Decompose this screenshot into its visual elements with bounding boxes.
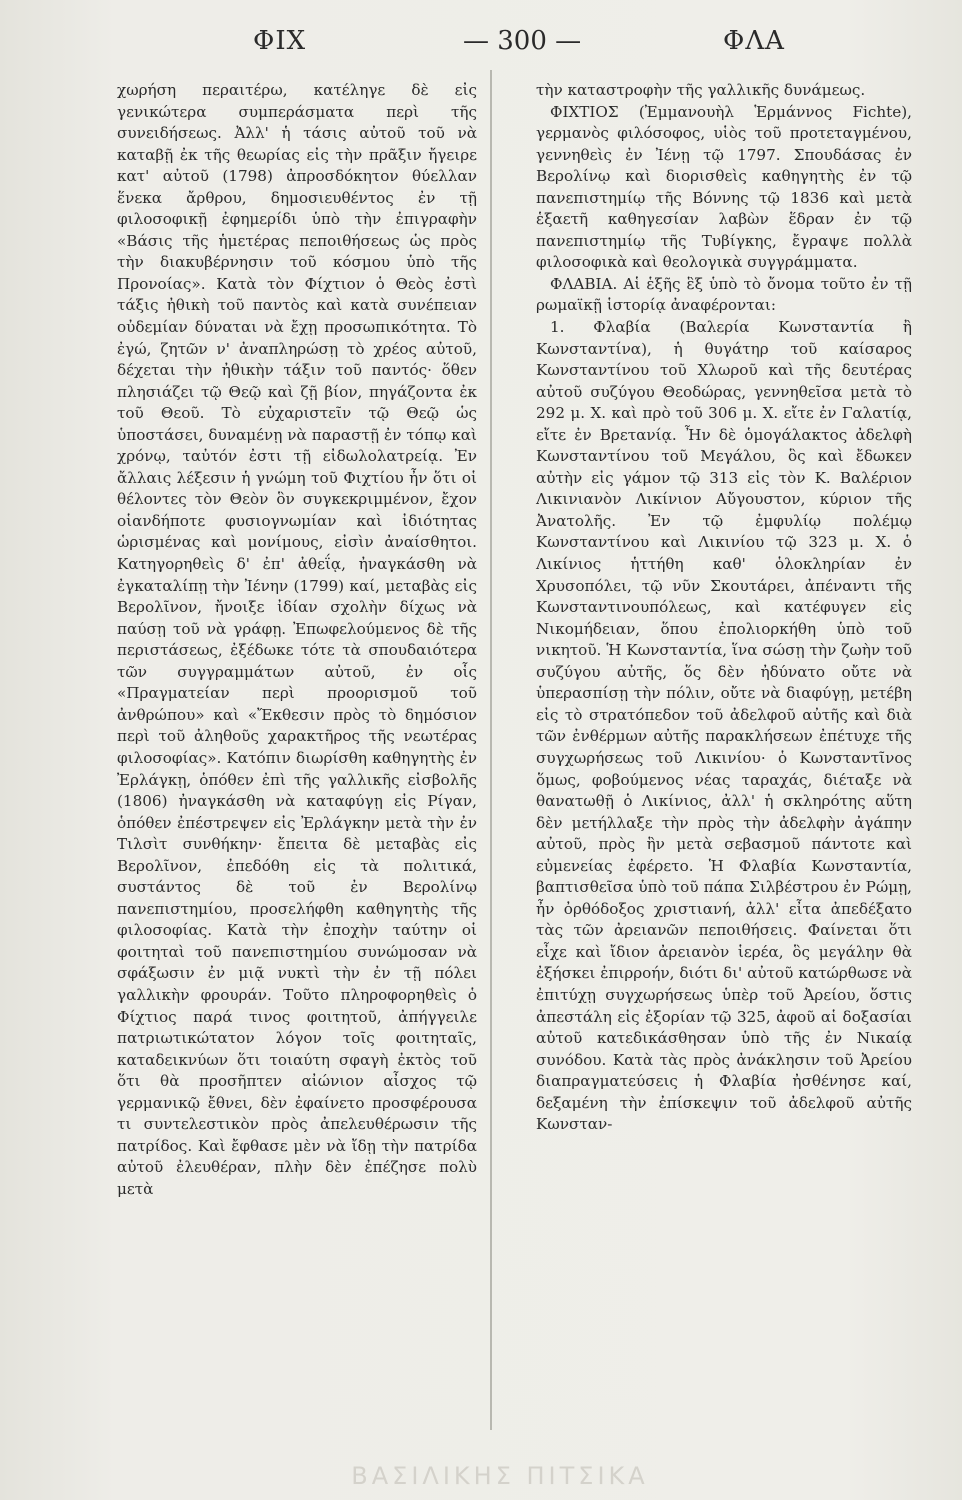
left-column <box>117 80 477 1200</box>
entry-fichtios: ΦΙΧΤΙΟΣ (Ἐμμανουὴλ Ἑρμάννος Fichte), γερμανὸς φιλόσοφος, υἱὸς τοῦ προτεταγμένου, γεννηθεὶς ἐν Ἰένῃ τῷ 1797. Σπουδάσας ἐν Βερολίνῳ καὶ διορισθεὶς καθηγητὴς ἐν τῷ πανεπιστημίῳ τῆς Βόννης τῷ 1836 καὶ μετὰ ἑξαετῆ καθηγεσίαν λαβὼν ἕδραν ἐν τῷ πανεπιστημίῳ τῆς Τυβίγκης, ἔγραψε πολλὰ φιλοσοφικὰ καὶ θεολογικὰ συγγράμματα. <box>536 102 912 272</box>
page-number: — 300 — <box>463 26 582 56</box>
watermark: ΒΑΣΙΛΙΚΗΣ ΠΙΤΣΙΚΑ <box>351 1462 649 1490</box>
entry-flavia-1: 1. Φλαβία (Βαλερία Κωνσταντία ἢ Κωνσταντίνα), ἡ θυγάτηρ τοῦ καίσαρος Κωνσταντίνου τοῦ Χλωροῦ καὶ τῆς δευτέρας αὐτοῦ συζύγου Θεοδώρας, γεννηθεῖσα μετὰ τὸ 292 μ. Χ. καὶ πρὸ τοῦ 306 μ. Χ. εἴτε ἐν Γαλατίᾳ, εἴτε ἐν Βρετανίᾳ. Ἦν δὲ ὁμογάλακτος ἀδελφὴ Κωνσταντίνου τοῦ Μεγάλου, ὃς καὶ ἔδωκεν αὐτὴν εἰς γάμον τῷ 313 εἰς τὸν Κ. Βαλέριον Λικινιανὸν Λικίνιον Αὔγουστον, κύριον τῆς Ἀνατολῆς. Ἐν τῷ ἐμφυλίῳ πολέμῳ Κωνσταντίνου καὶ Λικινίου τῷ 323 μ. Χ. ὁ Λικίνιος ἡττήθη καθ' ὁλοκληρίαν ἐν Χρυσοπόλει, τῷ νῦν Σκουτάρει, ἀπέναντι τῆς Κωνσταντινουπόλεως, καὶ κατέφυγεν εἰς Νικομήδειαν, ὅπου ἐπολιορκήθη ὑπὸ τοῦ νικητοῦ. Ἡ Κωνσταντία, ἵνα σώσῃ τὴν ζωὴν τοῦ συζύγου αὐτῆς, ὅς δὲν ἠδύνατο οὔτε νὰ ὑπερασπίσῃ τὴν πόλιν, οὔτε νὰ διαφύγῃ, μετέβη εἰς τὸ στρατόπεδον τοῦ ἀδελφοῦ αὐτῆς καὶ διὰ τῶν ἐνθέρμων αὐτῆς παρακλήσεων ἐπέτυχε τῆς συγχωρήσεως τοῦ Λικινίου· ὁ Κωνσταντῖνος ὅμως, φοβούμενος νέας ταραχάς, διέταξε νὰ θανατωθῇ ὁ Λικίνιος, ἀλλ' ἡ σκληρότης αὕτη δὲν μετήλλαξε τὴν πρὸς τὴν ἀδελφὴν ἀγάπην αὐτοῦ, πρὸς ἣν μετὰ σεβασμοῦ πάντοτε καὶ εὐμενείας ἐφέρετο. Ἡ Φλαβία Κωνσταντία, βαπτισθεῖσα ὑπὸ τοῦ πάπα Σιλβέστρου ἐν Ρώμῃ, ἦν ὀρθόδοξος χριστιανή, ἀλλ' εἶτα ἀπεδέξατο τὰς τῶν ἀρειανῶν πεποιθήσεις. Φαίνεται ὅτι εἶχε καὶ ἴδιον ἀρειανὸν ἱερέα, ὃς μεγάλην θὰ ἐξήσκει ἐπιρροήν, διότι δι' αὐτοῦ κατώρθωσε νὰ ἐπιτύχῃ συγχωρήσεως ὑπὲρ τοῦ Ἀρείου, ὅστις ἀπεστάλη εἰς ἐξορίαν τῷ 325, ἀφοῦ αἱ δοξασίαι αὐτοῦ κατεδικάσθησαν ὑπὸ τῆς ἐν Νικαίᾳ συνόδου. Κατὰ τὰς πρὸς ἀνάκλησιν τοῦ Ἀρείου διαπραγματεύσεις ἡ Φλαβία ἠσθένησε καί, δεξαμένη τὴν ἐπίσκεψιν τοῦ ἀδελφοῦ αὐτῆς Κωνσταν- <box>536 318 912 1134</box>
column-divider <box>490 70 492 1430</box>
paragraph: τὴν καταστροφὴν τῆς γαλλικῆς δυνάμεως. <box>536 81 866 99</box>
header-left-guide-word: ΦΙΧ <box>253 26 307 56</box>
header-right-guide-word: ΦΛΑ <box>723 26 785 56</box>
entry-flavia: ΦΛΑΒΙΑ. Αἱ ἑξῆς ἓξ ὑπὸ τὸ ὄνομα τοῦτο ἐν τῇ ρωμαϊκῇ ἱστορίᾳ ἀναφέρονται: <box>536 274 912 315</box>
paragraph: χωρήση περαιτέρω, κατέληγε δὲ εἰς γενικώτερα συμπεράσματα περὶ τῆς συνειδήσεως. Ἀλλ' ἡ τάσις αὐτοῦ τοῦ νὰ καταβῇ ἐκ τῆς θεωρίας εἰς τὴν πρᾶξιν ἤγειρε κατ' αὐτοῦ (1798) ἀπροσδόκητον θύελλαν ἕνεκα ἄρθρου, δημοσιευθέντος ἐν τῇ φιλοσοφικῇ ἐφημερίδι ὑπὸ τὴν ἐπιγραφὴν «Βάσις τῆς ἡμετέρας πεποιθήσεως ὡς πρὸς τὴν διακυβέρνησιν τοῦ κόσμου ὑπὸ τῆς Προνοίας». Κατὰ τὸν Φίχτιον ὁ Θεὸς ἐστὶ τάξις ἠθικὴ τοῦ παντὸς καὶ κατὰ συνέπειαν οὐδεμίαν δύναται νὰ ἔχῃ προσωπικότητα. Τὸ ἐγώ, ζητῶν ν' ἀναπληρώσῃ τὸ χρέος αὐτοῦ, δέχεται τὴν ἠθικὴν τάξιν τοῦ παντός· ὅθεν πλησιάζει τῷ Θεῷ καὶ ζῇ βίον, πηγάζοντα ἐκ τοῦ Θεοῦ. Τὸ εὐχαριστεῖν τῷ Θεῷ ὡς ὑποστάσει, δυναμένῃ νὰ παραστῇ ἐν τόπῳ καὶ χρόνῳ, ταὐτόν ἐστι τῇ εἰδωλολατρείᾳ. Ἐν ἄλλαις λέξεσιν ἡ γνώμη τοῦ Φιχτίου ἦν ὅτι οἱ θέλοντες τὸν Θεὸν ὃν συγκεκριμμένον, ἔχον οἱανδήποτε φυσιογνωμίαν καὶ ἰδιότητας ὡρισμένας καὶ μονίμους, εἰσὶν ἀναίσθητοι. Κατηγορηθεὶς δ' ἐπ' ἀθεΐᾳ, ἠναγκάσθη νὰ ἐγκαταλίπῃ τὴν Ἰένην (1799) καί, μεταβὰς εἰς Βερολῖνον, ἤνοιξε ἰδίαν σχολὴν δίχως νὰ παύσῃ τοῦ νὰ γράφῃ. Ἐπωφελούμενος δὲ τῆς περιστάσεως, ἐξέδωκε τότε τὰ σπουδαιότερα τῶν συγγραμμάτων αὐτοῦ, ἐν οἷς «Πραγματείαν περὶ προορισμοῦ τοῦ ἀνθρώπου» καὶ «Ἔκθεσιν πρὸς τὸ δημόσιον περὶ τοῦ ἀληθοῦς χαρακτῆρος τῆς νεωτέρας φιλοσοφίας». Κατόπιν διωρίσθη καθηγητὴς ἐν Ἐρλάγκῃ, ὁπόθεν ἐπὶ τῆς γαλλικῆς εἰσβολῆς (1806) ἠναγκάσθη νὰ καταφύγῃ εἰς Ρίγαν, ὁπόθεν ἐπέστρεψεν εἰς Ἐρλάγκην μετὰ τὴν ἐν Τιλσὶτ συνθήκην· ἔπειτα δὲ μεταβὰς εἰς Βερολῖνον, ἐπεδόθη εἰς τὰ πολιτικά, συστάντος δὲ τοῦ ἐν Βερολίνῳ πανεπιστημίου, προσελήφθη καθηγητὴς τῆς φιλοσοφίας. Κατὰ τὴν ἐποχὴν ταύτην οἱ φοιτηταὶ τοῦ πανεπιστημίου συνώμοσαν νὰ σφάξωσιν ἐν μιᾷ νυκτὶ τὴν ἐν τῇ πόλει γαλλικὴν φρουράν. Τοῦτο πληροφορηθεὶς ὁ Φίχτιος παρά τινος φοιτητοῦ, ἀπήγγειλε πατριωτικώτατον λόγον τοῖς φοιτηταῖς, καταδεικνύων ὅτι τοιαύτη σφαγὴ ἐκτὸς τοῦ ὅτι θὰ προσῆπτεν αἰώνιον αἶσχος τῷ γερμανικῷ ἔθνει, δὲν ἐφαίνετο προσφέρουσα τι συντελεστικὸν πρὸς ἀπελευθέρωσιν τῆς πατρίδος. Καὶ ἔφθασε μὲν νὰ ἴδῃ τὴν πατρίδα αὐτοῦ ἐλευθέραν, πλὴν δὲν ἐπέζησε πολὺ μετὰ <box>117 81 477 1198</box>
page-header <box>108 26 828 66</box>
right-column <box>536 80 912 1136</box>
